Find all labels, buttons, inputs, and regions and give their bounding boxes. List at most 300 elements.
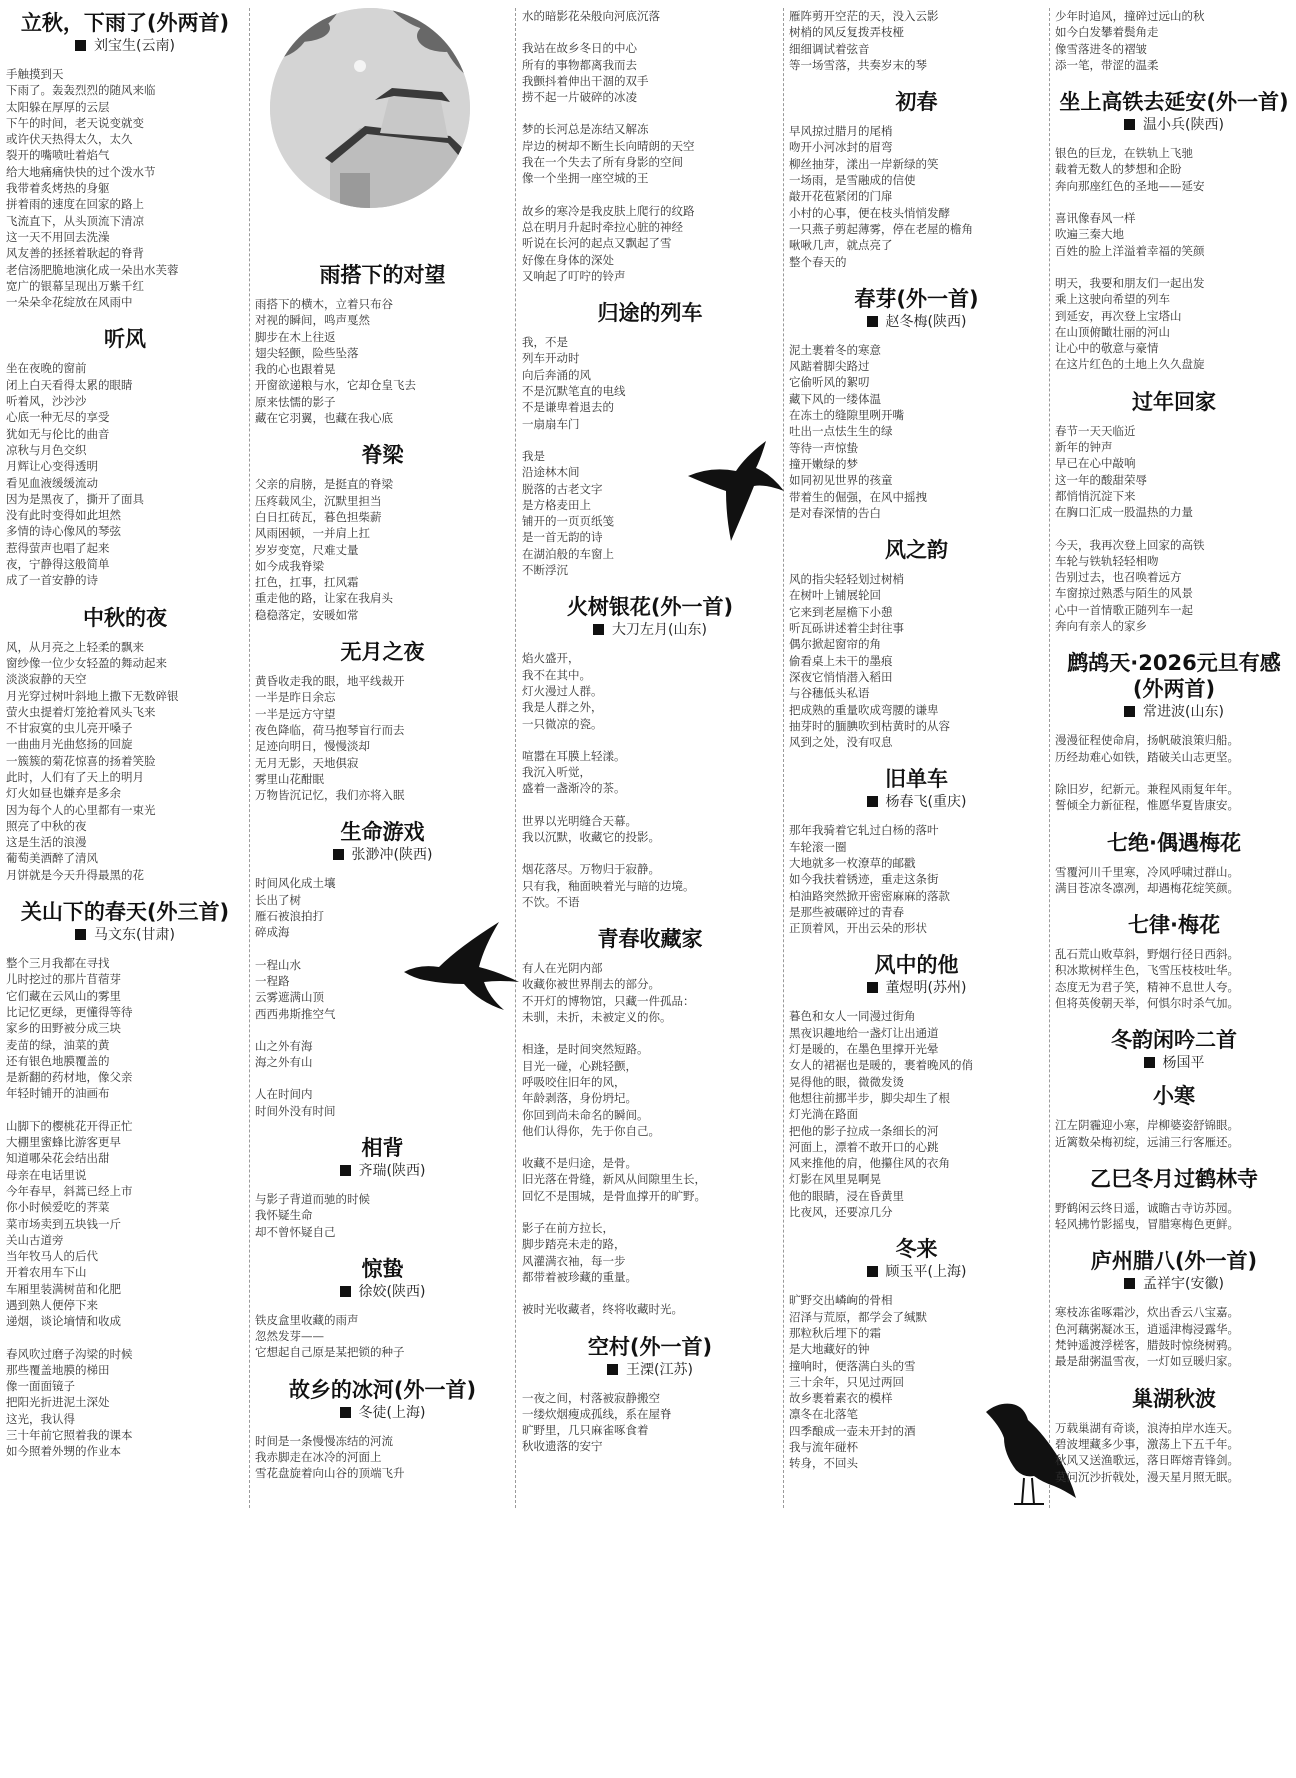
poem-line: 风踮着脚尖路过: [789, 359, 870, 374]
poem-line: 江左阴霾迎小寒，岸柳婆姿舒锦眼。: [1055, 1118, 1239, 1133]
poem-title: 青春收藏家: [597, 927, 703, 952]
poem-line: 秋收遗落的安宁: [522, 1439, 603, 1454]
poem-line: 风，从月亮之上轻柔的飘来: [6, 639, 144, 654]
stanza: [522, 1301, 778, 1317]
poem-line: 与谷穗低头私语: [789, 686, 870, 701]
poem-line: 是对春深情的告白: [789, 505, 881, 520]
poem-line: 旷野里，几只麻雀啄食着: [522, 1423, 649, 1438]
poem-line: 泥土裹着冬的寒意: [789, 342, 881, 357]
poem-line: 大地就多一枚潦草的邮戳: [789, 855, 916, 870]
poem-line: 它来到老屋檐下小憩: [789, 604, 893, 619]
poem-line: 告别过去，也召唤着远方: [1055, 570, 1182, 585]
poem-line: 撞开嫩绿的梦: [789, 456, 858, 471]
poem-line: 梵钟遥渡浮槎客，腊鼓时惊绕树鸦。: [1055, 1338, 1239, 1353]
poem-line: 相逢，是时间突然短路。: [522, 1042, 649, 1057]
column-5: [1055, 8, 1293, 1524]
poem-line: 偶尔掀起窗帘的角: [789, 637, 881, 652]
poem-line: 目光一碰，心跳轻颤，: [522, 1058, 637, 1073]
poem-line: 飞流直下，从头顶流下清凉: [6, 213, 144, 228]
poem-line: 今年春早，斜蒿已经上市: [6, 1183, 133, 1198]
stanza: [6, 639, 244, 883]
poem-line: 与影子背道而驰的时候: [255, 1191, 370, 1206]
poem-author: [6, 36, 244, 56]
poem: [1055, 1027, 1293, 1073]
poem-line: 月饼就是今天升得最黑的花: [6, 867, 144, 882]
stanza: [255, 1191, 510, 1240]
poem-line: 递烟，谈论墒情和收成: [6, 1314, 121, 1329]
poem-line: 有人在光阴内部: [522, 961, 603, 976]
poem-author: [255, 1161, 510, 1181]
poem-line: 海之外有山: [255, 1055, 313, 1070]
author-name: 徐姣(陕西): [358, 1283, 426, 1300]
poem-line: 正顶着风，开出云朵的形状: [789, 921, 927, 936]
poem: [1055, 912, 1293, 1011]
poem-line: 岸边的树却不断生长向晴朗的天空: [522, 138, 695, 153]
poem-line: 那年我骑着它轧过白杨的落叶: [789, 823, 939, 838]
poem-line: 窗纱像一位少女轻盈的舞动起来: [6, 655, 167, 670]
square-bullet-icon: [340, 1407, 351, 1418]
square-bullet-icon: [867, 316, 878, 327]
poem-line: 捞不起一片破碎的冰凌: [522, 90, 637, 105]
poem-title: 冬韵闲吟二首: [1111, 1028, 1237, 1053]
poem: [522, 926, 778, 1317]
poem-line: 奔向那座红色的圣地——延安: [1055, 178, 1205, 193]
poem-author: [255, 1403, 510, 1423]
poem-line: 万载巢湖有奇谈，浪涛拍岸水连天。: [1055, 1420, 1239, 1435]
poem-line: 在山顶俯瞰壮丽的河山: [1055, 324, 1170, 339]
poem-line: 夜，宁静得这般简单: [6, 557, 110, 572]
poem-line: 在胸口汇成一股温热的力量: [1055, 505, 1193, 520]
poem-line: 都带着被珍藏的重量。: [522, 1269, 637, 1284]
poem-line: 如今成我脊梁: [255, 558, 324, 573]
poem-line: 藏下风的一缕体温: [789, 391, 881, 406]
poem-line: 时间风化成土壤: [255, 876, 336, 891]
poem: [6, 899, 244, 1460]
poem-line: 乱石荒山败草斜，野烟行径日西斜。: [1055, 947, 1239, 962]
poem-line: 焰火盛开，: [522, 651, 580, 666]
poem-author: [255, 1282, 510, 1302]
poem: [255, 1377, 510, 1482]
poem-line: 大棚里蜜蜂比游客更早: [6, 1135, 121, 1150]
poem-line: 如今照着外甥的作业本: [6, 1444, 121, 1459]
stanza: [789, 1292, 1044, 1471]
poem-line: 一扇扇车门: [522, 416, 580, 431]
poem-line: 我带着炙烤热的身躯: [6, 181, 110, 196]
square-bullet-icon: [867, 1266, 878, 1277]
poem-line: 带着生的倔强，在风中摇拽: [789, 489, 927, 504]
poem-line: 菜市场卖到五块钱一斤: [6, 1216, 121, 1231]
poem-line: 太阳躲在厚厚的云层: [6, 99, 110, 114]
poem-line: 比记忆更绿，更懂得等待: [6, 1004, 133, 1019]
stanza: [1055, 1420, 1293, 1485]
poem-line: 黄昏收走我的眼，地平线裁开: [255, 674, 405, 689]
poem: [522, 1334, 778, 1455]
square-bullet-icon: [75, 40, 86, 51]
stanza: [255, 957, 510, 1022]
poem-line: 不甘寂寞的虫儿亮开嗓子: [6, 721, 133, 736]
square-bullet-icon: [867, 982, 878, 993]
poem-line: 风的指尖轻轻划过树梢: [789, 572, 904, 587]
poem-line: 下雨了。轰轰烈烈的随风来临: [6, 83, 156, 98]
poem-line: 心中一首情歌正随列车一起: [1055, 602, 1193, 617]
poem-line: 成了一首安静的诗: [6, 573, 98, 588]
poem-line: 一朵朵伞花绽放在风雨中: [6, 295, 133, 310]
poem: [789, 1236, 1044, 1471]
poem-line: 人在时间内: [255, 1087, 313, 1102]
author-name: 董煜明(苏州): [885, 980, 967, 997]
poem-line: 这光，我认得: [6, 1411, 75, 1426]
poem-title: 春芽(外一首): [854, 286, 979, 311]
poem-line: 在树叶上铺展轮回: [789, 588, 881, 603]
poem-line: 黑夜识趣地给一盏灯让出通道: [789, 1025, 939, 1040]
poem-line: 车窗掠过熟悉与陌生的风景: [1055, 586, 1193, 601]
stanza: [522, 960, 778, 1025]
poem-line: 春风吹过磨子沟梁的时候: [6, 1346, 133, 1361]
poem-line: 重走他的路，让家在我肩头: [255, 591, 393, 606]
poem-line: 除旧岁，纪新元。兼程风雨复年年。: [1055, 781, 1239, 796]
poem: [255, 1135, 510, 1240]
poem-title: 生命游戏: [340, 820, 425, 845]
poem-author: [789, 978, 1044, 998]
poem-line: 烟花落尽。万物归于寂静。: [522, 862, 660, 877]
poem-line: 转身，不回头: [789, 1456, 858, 1471]
poem-line: 深夜它悄悄潜入稻田: [789, 669, 893, 684]
poem-line: 云雾遮满山顶: [255, 990, 324, 1005]
poem-line: 我赤脚走在冰冷的河面上: [255, 1450, 382, 1465]
poem-line: 偷看桌上未干的墨痕: [789, 653, 893, 668]
poem-line: 我不在其中。: [522, 667, 591, 682]
poem: [255, 639, 510, 803]
poem-line: 这一年的酸甜荣辱: [1055, 472, 1147, 487]
poem-line: 一半是昨日余忘: [255, 690, 336, 705]
poem-line: 满目苍凉冬凛冽，却遇梅花绽笑颜。: [1055, 880, 1239, 895]
poem-line: 在湖泊般的车窗上: [522, 546, 614, 561]
poem-line: 它偷听风的絮叨: [789, 375, 870, 390]
poem-line: 三十余年，只见过两回: [789, 1374, 904, 1389]
poem-line: 山脚下的樱桃花开得正忙: [6, 1118, 133, 1133]
poem-line: 一场雨，是雪融成的信使: [789, 173, 916, 188]
poem-line: 麦苗的绿，油菜的黄: [6, 1037, 110, 1052]
poem-title: 乙巳冬月过鹤林寺: [1090, 1166, 1258, 1191]
poem-author: [1055, 1053, 1293, 1073]
poem-line: 女人的裙裾也是暖的，裹着晚风的俏: [789, 1058, 973, 1073]
stanza: [1055, 423, 1293, 521]
poem-line: 吹遍三秦大地: [1055, 227, 1124, 242]
stanza: [522, 203, 778, 284]
poem-line: 原来怯懦的影子: [255, 394, 336, 409]
stanza: [255, 476, 510, 623]
poem-line: 听瓦砾讲述着尘封往事: [789, 621, 904, 636]
poem: [6, 10, 244, 310]
poem-line: 影子在前方拉长，: [522, 1221, 614, 1236]
stanza: [6, 360, 244, 588]
poem-line: 列车开动时: [522, 351, 580, 366]
stanza: [522, 448, 778, 578]
poem: [789, 89, 1044, 270]
author-name: 杨春飞(重庆): [885, 794, 967, 811]
poem-title: 风之韵: [885, 538, 948, 563]
square-bullet-icon: [1124, 119, 1135, 130]
poem-line: 是一首无韵的诗: [522, 530, 603, 545]
poem: [522, 8, 778, 284]
stanza: [789, 8, 1044, 73]
poem-title: 七绝·偶遇梅花: [1107, 830, 1241, 855]
poem-line: 把阳光折进泥土深处: [6, 1395, 110, 1410]
poem-line: 时间是一条慢慢冻结的河流: [255, 1433, 393, 1448]
poem-line: 到延安，再次登上宝塔山: [1055, 308, 1182, 323]
column-2: [255, 262, 510, 1778]
poem-line: 好像在身体的深处: [522, 252, 614, 267]
poem-line: 老信汤肥脆地演化成一朵出水芙蓉: [6, 262, 179, 277]
square-bullet-icon: [75, 929, 86, 940]
column-divider: [515, 8, 516, 1508]
poem-line: 碎成海: [255, 925, 290, 940]
poem-line: 心底一种无尽的享受: [6, 410, 110, 425]
poem-line: 只有我，釉面映着光与暗的边境。: [522, 878, 695, 893]
poem-title: 空村(外一首): [587, 1334, 713, 1359]
column-4: [789, 8, 1044, 1524]
poem-line: 它们藏在云风山的雾里: [6, 988, 121, 1003]
poem-line: 开窗欲递粮与水，它却仓皇飞去: [255, 378, 416, 393]
poem-title: 小寒: [1153, 1084, 1195, 1109]
poem-line: 碧波埋藏多少事，激荡上下五千年。: [1055, 1436, 1239, 1451]
poem-author: [6, 925, 244, 945]
poem-line: 万物皆沉记忆，我们亦将入眠: [255, 788, 405, 803]
column-3: [522, 8, 778, 1524]
poem-line: 一曲曲月光曲悠扬的回旋: [6, 737, 133, 752]
poem-line: 关山古道旁: [6, 1232, 64, 1247]
poem-line: 车轮与铁轨轻轻相吻: [1055, 553, 1159, 568]
poem-line: 喧嚣在耳膜上轻漾。: [522, 748, 626, 763]
poem-line: 啾啾几声，就点亮了: [789, 238, 893, 253]
poem-line: 最是甜粥温雪夜，一灯如豆暖归家。: [1055, 1354, 1239, 1369]
poem-line: 风友善的拯拯着耿起的脊背: [6, 246, 144, 261]
poem-line: 如今我扶着锈迹，重走这条街: [789, 872, 939, 887]
poem: [255, 819, 510, 1119]
stanza: [522, 40, 778, 105]
poem-title: 庐州腊八(外一首): [1090, 1249, 1258, 1274]
poem-line: 向后奔涌的风: [522, 367, 591, 382]
poem-line: 故乡的寒冷是我皮肤上爬行的纹路: [522, 203, 695, 218]
poem: [1055, 8, 1293, 73]
poem-line: 故乡裹着素衣的模样: [789, 1391, 893, 1406]
author-name: 杨国平: [1162, 1055, 1205, 1072]
stanza: [1055, 946, 1293, 1011]
poem-title: 听风: [104, 327, 146, 352]
poem-line: 开着农用车下山: [6, 1265, 87, 1280]
poem-line: 压疼载风尘，沉默里担当: [255, 493, 382, 508]
poem-title: 冬来: [895, 1237, 938, 1262]
poem-line: 因为每个人的心里都有一束光: [6, 802, 156, 817]
poem-title: 相背: [361, 1135, 404, 1160]
poem-line: 少年时追风，撞碎过远山的秋: [1055, 9, 1205, 23]
poem-line: 手触摸到天: [6, 67, 64, 81]
poem-line: 此时，人们有了天上的明月: [6, 769, 144, 784]
poem-line: 早已在心中敲响: [1055, 456, 1136, 471]
stanza: [1055, 8, 1293, 73]
poem-line: 萤火虫提着灯笼抢着风头飞来: [6, 704, 156, 719]
square-bullet-icon: [340, 1165, 351, 1176]
author-name: 温小兵(陕西): [1143, 117, 1224, 134]
poem-line: 下午的时间，老天说变就变: [6, 115, 144, 130]
poem-line: 银色的巨龙，在铁轨上飞驰: [1055, 146, 1193, 161]
poem-author: [522, 1360, 778, 1380]
poem-line: 长出了树: [255, 892, 301, 907]
poem-title: 鹧鸪天·2026元旦有感(外两首): [1067, 651, 1281, 702]
poem-line: 听着风，沙沙沙: [6, 394, 87, 409]
poem-line: 灯火如昼也嫌弃是多余: [6, 786, 121, 801]
poem-line: 月光穿过树叶斜地上撒下无数碎银: [6, 688, 179, 703]
column-1: [6, 10, 244, 1526]
author-name: 齐瑞(陕西): [358, 1162, 426, 1179]
poem-line: 像一面面镜子: [6, 1379, 75, 1394]
stanza: [1055, 537, 1293, 635]
poem: [789, 537, 1044, 750]
poem-line: 乘上这驶向希望的列车: [1055, 292, 1170, 307]
poem: [6, 326, 244, 588]
poem-title: 火树银花(外一首): [566, 595, 734, 620]
poem-line: 不饮。不语: [522, 894, 580, 909]
poem-line: 盛着一盏渐冷的茶。: [522, 781, 626, 796]
stanza: [1055, 732, 1293, 765]
author-name: 刘宝生(云南): [94, 38, 175, 54]
poem-line: 誓倾全力新征程，惟愿华夏皆康安。: [1055, 798, 1239, 813]
poem: [789, 8, 1044, 73]
poem-line: 无月无影，天地俱寂: [255, 755, 359, 770]
column-divider: [1049, 8, 1050, 1508]
poem-line: 他们认得你，先于你自己。: [522, 1123, 660, 1138]
poem-line: 是方格麦田上: [522, 497, 591, 512]
poem-line: 因为是黑夜了，撕开了面具: [6, 491, 144, 506]
poem-line: 照亮了中秋的夜: [6, 818, 87, 833]
poem: [1055, 650, 1293, 813]
poem-line: 我在一个失去了所有身影的空间: [522, 155, 683, 170]
poem-line: 不断浮沉: [522, 563, 568, 578]
poem-line: 我沉入听觉，: [522, 765, 591, 780]
poem: [789, 286, 1044, 521]
poem-line: 惹得萤声也唱了起来: [6, 540, 110, 555]
poem-line: 遇到熟人便停下来: [6, 1298, 98, 1312]
poem-line: 回忆不是围城，是骨血撑开的旷野。: [522, 1188, 706, 1203]
stanza: [1055, 1200, 1293, 1233]
poem-line: 母亲在电话里说: [6, 1167, 87, 1182]
poem-line: 四季酿成一壶未开封的酒: [789, 1423, 916, 1438]
stanza: [522, 1220, 778, 1285]
poem-author: [1055, 702, 1293, 722]
poem-line: 百姓的脸上洋溢着幸福的笑颜: [1055, 243, 1205, 258]
author-name: 顾玉平(上海): [885, 1264, 967, 1281]
poem-line: 像雪落进冬的褶皱: [1055, 41, 1147, 56]
poem-line: 那粒秋后埋下的霜: [789, 1325, 881, 1340]
poem-line: 总在明月升起时牵拉心脏的神经: [522, 219, 683, 234]
stanza: [522, 861, 778, 910]
square-bullet-icon: [1124, 706, 1135, 717]
poem-line: 扛色，扛事，扛风霜: [255, 575, 359, 590]
poem-line: 你小时候爱吃的荠菜: [6, 1200, 110, 1215]
poem-line: 雾里山花酣眠: [255, 771, 324, 786]
poem-line: 山之外有海: [255, 1038, 313, 1053]
poem-line: 收藏不是归途，是骨。: [522, 1156, 637, 1171]
poem-title: 立秋，下雨了(外两首): [20, 11, 230, 35]
poem-line: 比夜风，还要凉几分: [789, 1205, 893, 1220]
poem-author: [1055, 1274, 1293, 1294]
poem-line: 收藏你被世界削去的部分。: [522, 977, 660, 992]
poem-line: 岁岁变宽，尺难丈量: [255, 542, 359, 557]
author-name: 冬徒(上海): [358, 1404, 426, 1421]
poem-line: 闭上白天看得太累的眼睛: [6, 377, 133, 392]
stanza: [1055, 210, 1293, 259]
poem: [6, 605, 244, 883]
poem-title: 风中的他: [874, 953, 959, 978]
stanza: [1055, 1304, 1293, 1369]
poem-line: 却不曾怀疑自己: [255, 1224, 336, 1239]
poem-line: 稳稳落定，安暖如常: [255, 607, 359, 622]
poem-title: 脊梁: [361, 443, 404, 468]
poem-line: 不是谦卑着退去的: [522, 400, 614, 415]
stanza: [6, 955, 244, 1102]
stanza: [1055, 145, 1293, 194]
stanza: [255, 296, 510, 426]
poem-line: 脚步踏亮未走的路，: [522, 1237, 626, 1252]
poem-line: 如今白发攀着鬓角走: [1055, 25, 1159, 40]
poem-line: 寒枝冻雀啄霜沙，炊出香云八宝嘉。: [1055, 1305, 1239, 1320]
poem-line: 细细调试着弦音: [789, 41, 870, 56]
poem-line: 但将英俊朝天举，何惧尔时杀气加。: [1055, 995, 1239, 1010]
poem-line: 脱落的古老文字: [522, 481, 603, 496]
poem-line: 当年牧马人的后代: [6, 1249, 98, 1264]
poem-line: 夜色降临，荷马抱琴盲行而去: [255, 722, 405, 737]
poem-line: 宽广的银幕呈现出万紫千红: [6, 278, 144, 293]
stanza: [6, 1118, 244, 1330]
stanza: [255, 1433, 510, 1482]
poem-line: 车厢里装满树苗和化肥: [6, 1281, 121, 1296]
poem-line: 还有银色地膜覆盖的: [6, 1053, 110, 1068]
poem-line: 都悄悄沉淀下来: [1055, 488, 1136, 503]
poem-line: 犹如无与伦比的曲音: [6, 426, 110, 441]
author-name: 张渺冲(陕西): [351, 847, 433, 864]
poem-line: 在这片红色的土地上久久盘旋: [1055, 357, 1205, 372]
poem-line: 树梢的风反复拨弄枝桠: [789, 25, 904, 40]
poem-line: 吻开小河冰封的眉弯: [789, 140, 893, 155]
poem-line: 听说在长河的起点又飘起了雪: [522, 236, 672, 251]
poem-title: 关山下的春天(外三首): [20, 900, 230, 925]
poem-author: [789, 1262, 1044, 1282]
poem-line: 不开灯的博物馆，只藏一件孤品：: [522, 993, 695, 1008]
poem-line: 莫问沉沙折戟处，漫天星月照无眠。: [1055, 1469, 1239, 1484]
square-bullet-icon: [340, 1286, 351, 1297]
stanza: [522, 1041, 778, 1139]
poem-line: 雁阵剪开空茫的天，没入云影: [789, 9, 939, 23]
poem-line: 铺开的一页页纸笺: [522, 514, 614, 529]
poem-line: 风灌满衣袖，每一步: [522, 1253, 626, 1268]
poem-line: 抽芽时的腼腆吹到枯黄时的从容: [789, 718, 950, 733]
poem-title: 坐上高铁去延安(外一首): [1059, 90, 1289, 115]
poem-title: 故乡的冰河(外一首): [288, 1377, 477, 1402]
rooftop-moon-illustration: [270, 8, 470, 208]
poem-title: 归途的列车: [597, 301, 703, 326]
poem-line: 一只微凉的瓷。: [522, 716, 603, 731]
poem-line: 一缕炊烟瘦成孤线，系在屋脊: [522, 1406, 672, 1421]
poem-line: 让心中的敬意与豪情: [1055, 341, 1159, 356]
poem-line: 凛冬在北落笔: [789, 1407, 858, 1422]
stanza: [522, 1390, 778, 1455]
stanza: [789, 822, 1044, 936]
poem-line: 如同初见世界的孩童: [789, 473, 893, 488]
poem-line: 葡萄美酒醉了清风: [6, 851, 98, 866]
poem-line: 年轻时铺开的油画布: [6, 1086, 110, 1101]
poem-line: 父亲的肩膀，是挺直的脊梁: [255, 477, 393, 492]
stanza: [255, 673, 510, 803]
